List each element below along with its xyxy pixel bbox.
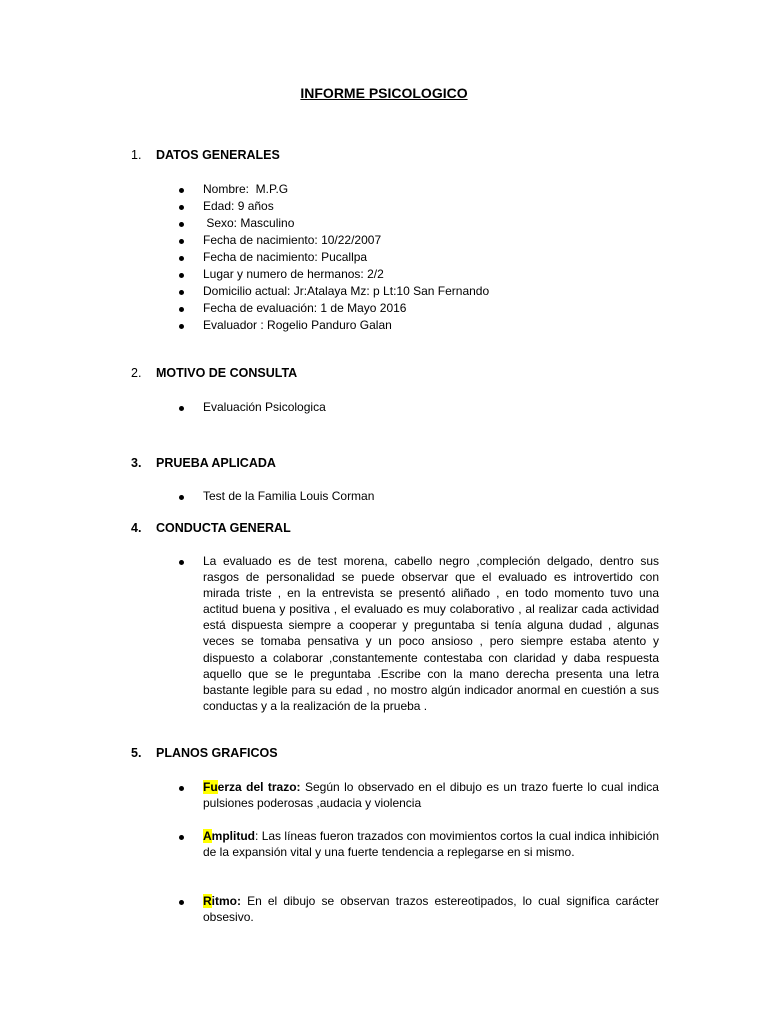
document-title: INFORME PSICOLOGICO [300, 85, 468, 101]
motivo-list [179, 399, 659, 416]
bullet-icon [179, 495, 184, 500]
bullet-icon [179, 273, 184, 278]
section-title: PRUEBA APLICADA [156, 456, 276, 470]
bullet-icon [179, 560, 184, 565]
bullet-icon [179, 324, 184, 329]
section-number: 3. [131, 456, 142, 470]
section-5-heading [131, 746, 278, 760]
planos-list-2 [179, 828, 659, 860]
bullet-icon [179, 222, 184, 227]
bullet-icon [179, 290, 184, 295]
planos-list-3 [179, 893, 659, 925]
list-item: Sexo: Masculino [179, 215, 659, 232]
bullet-icon [179, 900, 184, 905]
list-item [179, 553, 659, 714]
section-number: 1. [131, 148, 142, 162]
prueba-list [179, 488, 659, 505]
highlighted-initial: Fu [203, 780, 218, 794]
term-label: mplitud [211, 829, 255, 843]
bullet-icon [179, 188, 184, 193]
list-item: Nombre: M.P.G [179, 181, 659, 198]
list-item: Evaluación Psicologica [179, 399, 659, 416]
section-2-heading [131, 366, 297, 380]
datos-generales-list [179, 181, 659, 334]
bullet-icon [179, 239, 184, 244]
amplitud-paragraph [203, 828, 659, 860]
section-1-heading [131, 148, 280, 162]
list-item: Fecha de nacimiento: 10/22/2007 [179, 232, 659, 249]
section-title: CONDUCTA GENERAL [156, 521, 291, 535]
section-number: 4. [131, 521, 142, 535]
ritmo-paragraph [203, 893, 659, 925]
section-title: MOTIVO DE CONSULTA [156, 366, 298, 380]
section-title: DATOS GENERALES [156, 148, 280, 162]
list-item: Fecha de nacimiento: Pucallpa [179, 249, 659, 266]
bullet-icon [179, 835, 184, 840]
list-item: Domicilio actual: Jr:Atalaya Mz: p Lt:10 San Fernando [179, 283, 659, 300]
planos-list [179, 779, 659, 811]
bullet-icon [179, 406, 184, 411]
list-item: Edad: 9 años [179, 198, 659, 215]
list-item [179, 893, 659, 925]
conducta-paragraph: La evaluado es de test morena, cabello negro ,compleción delgado, dentro sus rasgos de personalidad se puede observar que el evaluado es introvertido con mirada triste , en la entrevista se presentó aliñado , en todo momento tuvo una actitud buena y positiva , el evaluado es muy colaborativo , al realizar cada actividad está dispuesta siempre a cooperar y preguntaba si tenía alguna dudad , algunas veces se tomaba pensativa y un poco ansioso , pero siempre estaba atento y dispuesto a colaborar ,constantemente contestaba con claridad y daba respuesta aquello que se le preguntaba .Escribe con la mano derecha presenta una letra bastante legible para su edad , no mostro algún indicador anormal en cuestión a sus conductas y a la realización de la prueba . [203, 554, 659, 713]
list-item: Evaluador : Rogelio Panduro Galan [179, 317, 659, 334]
bullet-icon [179, 786, 184, 791]
highlighted-initial: A [203, 829, 212, 843]
section-title: PLANOS GRAFICOS [156, 746, 278, 760]
fuerza-paragraph [203, 779, 659, 811]
highlighted-initial: R [203, 894, 212, 908]
conducta-list [179, 553, 659, 714]
list-item [179, 779, 659, 811]
term-label: itmo: [211, 894, 241, 908]
term-description: En el dibujo se observan trazos estereotipados, lo cual significa carácter obsesivo. [203, 894, 659, 925]
bullet-icon [179, 256, 184, 261]
section-3-heading [131, 456, 276, 470]
section-number: 5. [131, 746, 142, 760]
term-description: Según lo observado en el dibujo es un trazo fuerte lo cual indica pulsiones poderosas ,audacia y violencia [203, 780, 659, 811]
section-number: 2. [131, 366, 142, 380]
term-description: : Las líneas fueron trazados con movimientos cortos la cual indica inhibición de la expansión vital y una fuerte tendencia a replegarse en si mismo. [203, 829, 659, 860]
list-item: Fecha de evaluación: 1 de Mayo 2016 [179, 300, 659, 317]
list-item: Test de la Familia Louis Corman [179, 488, 659, 505]
list-item: Lugar y numero de hermanos: 2/2 [179, 266, 659, 283]
term-label: erza del trazo: [217, 780, 301, 794]
bullet-icon [179, 307, 184, 312]
bullet-icon [179, 205, 184, 210]
section-4-heading [131, 521, 291, 535]
list-item [179, 828, 659, 860]
